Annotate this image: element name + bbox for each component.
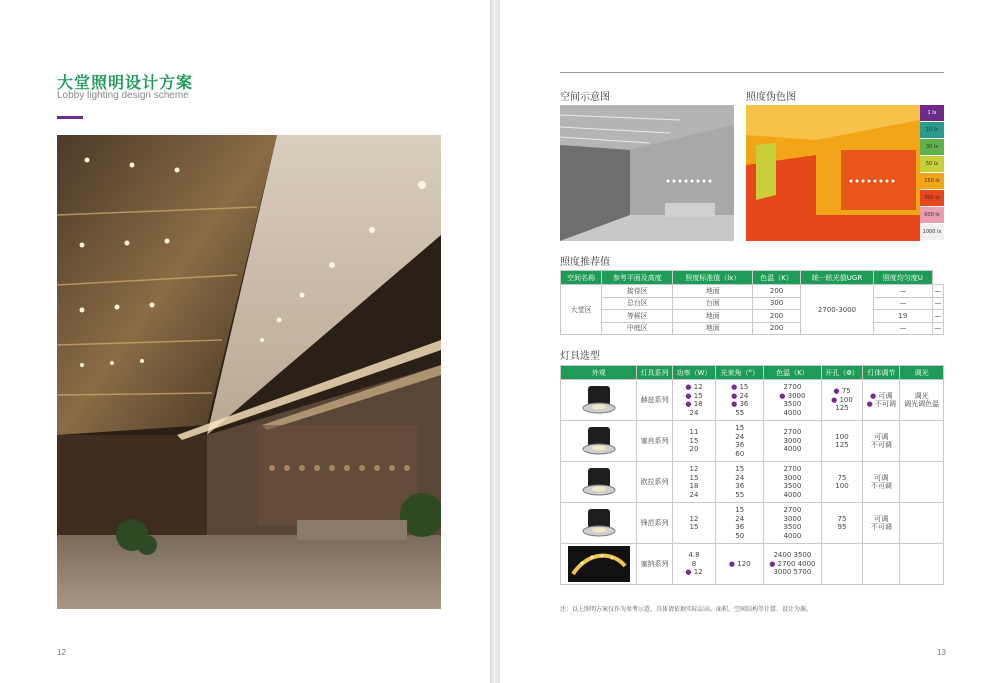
fix-header-cell: 灯具系列 [637, 366, 672, 380]
fixture-cct-cell-value: 4000 [783, 490, 802, 499]
fixture-cct-cell-line [764, 551, 820, 560]
fixture-cct-cell-line [764, 474, 820, 483]
fixture-beam-cell [716, 503, 764, 544]
fixture-cct-cell [764, 421, 821, 462]
fixture-cct-cell-line [764, 437, 820, 446]
fixture-dim-cell-value: 调光 [914, 391, 929, 400]
fixture-beam-cell-value: 24 [735, 514, 745, 523]
fixture-cct-cell-line [764, 428, 820, 437]
fixture-series-cell: 塞纳系列 [637, 544, 672, 585]
fixture-cct-cell-value: 3500 [783, 482, 802, 490]
fixture-hole-cell [821, 421, 863, 462]
fixture-cct-cell-value: 3500 [783, 400, 802, 408]
fixture-cct-cell-line [764, 482, 820, 491]
fixtures-table [560, 365, 944, 585]
fixture-power-cell-value: 12 [689, 465, 699, 473]
fixture-cct-cell-line [764, 409, 820, 418]
fixture-cct-cell-value: 2400 3500 [773, 551, 812, 560]
fixture-adjust-cell-value: 不可调 [870, 523, 892, 531]
option-dot-icon: ● [728, 559, 738, 568]
fixture-power-cell-line [673, 392, 716, 401]
fixture-beam-cell-line [716, 491, 763, 500]
fixture-power-cell-line [673, 560, 716, 569]
rec-lux-cell: 200 [753, 285, 801, 298]
downlight-thumbnail [568, 382, 630, 418]
downlight-thumbnail [568, 423, 630, 459]
fixture-power-cell [672, 503, 716, 544]
rec-header-cell: 统一眩光值UGR [800, 271, 873, 285]
legend-swatch: 300 lx [920, 190, 944, 206]
fixture-power-cell-value: 15 [689, 473, 699, 482]
fixture-beam-cell-value: 15 [739, 383, 749, 391]
rec-lux-cell: 300 [753, 297, 801, 310]
fixture-power-cell-value: 15 [689, 436, 699, 445]
fixture-cct-cell-value: 4000 [783, 408, 802, 417]
legend-swatch: 150 lx [920, 173, 944, 189]
fixture-adjust-cell-value: 可调 [874, 473, 889, 482]
fixture-power-cell-value: 12 [693, 568, 703, 577]
fixture-cct-cell-value: 3000 [783, 436, 802, 445]
option-dot-icon: ● [685, 391, 694, 400]
fixture-beam-cell-value: 50 [735, 531, 745, 540]
table-row [561, 544, 944, 585]
page-title: 大堂照明设计方案 [57, 73, 194, 92]
fixture-adjust-cell-line [863, 392, 899, 401]
fixture-cct-cell-line [764, 523, 820, 532]
rec-u-cell: — [932, 297, 943, 310]
fix-header-cell: 外观 [561, 366, 637, 380]
fixture-power-cell-value: 8 [691, 559, 697, 568]
table-row [561, 310, 944, 323]
option-dot-icon: ● [685, 400, 694, 408]
fixture-beam-cell-value: 55 [735, 490, 745, 499]
fix-header-cell: 色温（K） [764, 366, 821, 380]
fixture-dim-cell [900, 503, 944, 544]
fixture-beam-cell-line [716, 441, 763, 450]
fixture-power-cell-line [673, 437, 716, 446]
fixture-image-cell [561, 462, 637, 503]
fixture-hole-cell-value: 75 [837, 473, 847, 482]
fixture-power-cell-value: 4.8 [688, 551, 700, 560]
fixture-beam-cell-value: 60 [735, 449, 745, 458]
fixture-cct-cell [764, 380, 821, 421]
fixture-cct-cell-line [764, 532, 820, 541]
option-dot-icon: ● [833, 387, 842, 396]
fixture-hole-cell-line [822, 474, 863, 483]
fixture-adjust-cell-line [863, 400, 899, 409]
downlight-thumbnail [568, 464, 630, 500]
rec-ugr-cell: — [874, 297, 933, 310]
fixture-beam-cell-line [716, 532, 763, 541]
fixture-hole-cell-value: 100 [835, 482, 849, 490]
fixture-beam-cell-value: 36 [735, 441, 745, 449]
fixture-cct-cell [764, 544, 821, 585]
fixture-cct-cell-line [764, 560, 820, 569]
fixture-cct-cell [764, 503, 821, 544]
option-dot-icon: ● [779, 391, 788, 400]
fixture-hole-cell [821, 462, 863, 503]
rec-header-cell: 参考平面及高度 [602, 271, 673, 285]
option-dot-icon: ● [870, 391, 879, 400]
table-row [561, 297, 944, 310]
fixture-power-cell [672, 380, 716, 421]
footnote: 注：以上照明方案仅作为参考示意，具体请依据实际层高、面积、空间结构等计算、设计为准。 [560, 606, 813, 613]
fixture-cct-cell-value: 2700 [783, 465, 802, 473]
fixture-dim-cell [900, 462, 944, 503]
legend-swatch: 30 lx [920, 139, 944, 155]
rec-header-cell: 照度标准值（lx） [673, 271, 753, 285]
fixture-power-cell-line [673, 400, 716, 409]
fixture-power-cell [672, 462, 716, 503]
fixture-power-cell-value: 15 [689, 523, 699, 531]
fixture-series-cell: 欧拉系列 [637, 462, 672, 503]
fixture-power-cell-value: 11 [689, 428, 699, 437]
fixture-power-cell-line [673, 383, 716, 392]
fixture-cct-cell-value: 3000 [783, 514, 802, 523]
option-dot-icon: ● [831, 395, 840, 404]
fixture-dim-cell-value: 调光调色温 [904, 400, 940, 408]
section-pseudo-title: 照度伪色图 [746, 92, 796, 103]
fixture-beam-cell [716, 544, 764, 585]
fixture-cct-cell-line [764, 383, 820, 392]
fixture-power-cell-line [673, 515, 716, 524]
fixture-beam-cell-line [716, 465, 763, 474]
fixture-beam-cell-line [716, 482, 763, 491]
fixture-power-cell-value: 12 [689, 514, 699, 523]
rec-header-cell: 色温（K） [753, 271, 801, 285]
fixture-dim-cell-line [900, 392, 943, 401]
fixture-cct-cell-value: 2700 [783, 383, 802, 391]
fixture-power-cell-line [673, 428, 716, 437]
rec-u-cell: — [932, 310, 943, 323]
fixture-power-cell-value: 18 [689, 482, 699, 490]
pseudo-color-image [746, 105, 920, 241]
fixture-cct-cell-line [764, 491, 820, 500]
fixture-beam-cell-value: 36 [739, 400, 749, 408]
table-row [561, 421, 944, 462]
fixture-power-cell-line [673, 474, 716, 483]
fixture-beam-cell-line [716, 450, 763, 459]
fixture-hole-cell-line [822, 482, 863, 491]
fixture-image-cell [561, 421, 637, 462]
fixture-cct-cell-line [764, 400, 820, 409]
fixture-dim-cell [900, 544, 944, 585]
option-dot-icon: ● [685, 568, 694, 577]
fixture-cct-cell-line [764, 465, 820, 474]
legend-swatch: 10 lx [920, 122, 944, 138]
rec-ugr-cell: 19 [874, 310, 933, 323]
rec-plane-cell: 台面 [673, 297, 753, 310]
fixture-adjust-cell [863, 462, 900, 503]
fix-header-cell: 灯体调节 [863, 366, 900, 380]
fixture-power-cell-line [673, 523, 716, 532]
rec-ugr-cell: — [874, 285, 933, 298]
fixture-series-cell: 锋范系列 [637, 503, 672, 544]
fixture-beam-cell-line [716, 433, 763, 442]
fixture-adjust-cell-value: 不可调 [870, 441, 892, 449]
fixture-hole-cell [821, 380, 863, 421]
fixture-power-cell-line [673, 482, 716, 491]
fixture-hole-cell-value: 125 [835, 404, 849, 413]
fixture-hole-cell [821, 503, 863, 544]
fixture-power-cell [672, 421, 716, 462]
fix-header-cell: 光束角（°） [716, 366, 764, 380]
rec-name-cell: 总台区 [602, 297, 673, 310]
rec-area-cell: 大堂区 [561, 285, 602, 335]
page-subtitle: Lobby lighting design scheme [57, 90, 189, 101]
option-dot-icon: ● [731, 391, 740, 400]
fixture-beam-cell-value: 24 [735, 473, 745, 482]
legend-swatch: 1000 lx [920, 224, 944, 240]
fixture-beam-cell-value: 15 [735, 465, 745, 473]
fixture-cct-cell-line [764, 445, 820, 454]
recommend-table [560, 270, 944, 335]
legend-swatch: 1 lx [920, 105, 944, 121]
legend-swatch: 600 lx [920, 207, 944, 223]
fixture-dim-cell [900, 380, 944, 421]
fixture-hole-cell-line [822, 523, 863, 532]
fixture-beam-cell-value: 36 [735, 523, 745, 531]
fixture-cct-cell-value: 3000 [783, 473, 802, 482]
lobby-photo [57, 135, 441, 609]
fixture-series-cell: 赫兹系列 [637, 380, 672, 421]
fixture-power-cell-line [673, 409, 716, 418]
page-number-right: 13 [937, 648, 946, 657]
fixture-adjust-cell-line [863, 515, 899, 524]
fixture-beam-cell-line [716, 383, 763, 392]
section-fixtures-title: 灯具选型 [560, 351, 600, 362]
fixture-cct-cell-value: 2700 [783, 428, 802, 437]
fixture-beam-cell-line [716, 424, 763, 433]
rec-name-cell: 中庭区 [602, 322, 673, 335]
fixture-hole-cell-value: 100 [835, 432, 849, 441]
fixture-adjust-cell [863, 421, 900, 462]
fixture-power-cell-value: 18 [693, 400, 703, 408]
rec-plane-cell: 地面 [673, 310, 753, 323]
fixture-hole-cell-value: 100 [839, 395, 853, 404]
section-recommend-title: 照度推荐值 [560, 257, 610, 268]
fixture-dim-cell [900, 421, 944, 462]
fixture-image-cell [561, 503, 637, 544]
fixture-beam-cell [716, 380, 764, 421]
rec-plane-cell: 地面 [673, 322, 753, 335]
fixture-adjust-cell [863, 544, 900, 585]
rec-cct-cell: 2700-3000 [800, 285, 873, 335]
fixture-adjust-cell [863, 380, 900, 421]
title-accent-bar [57, 116, 83, 119]
rec-lux-cell: 200 [753, 322, 801, 335]
table-row [561, 380, 944, 421]
rec-u-cell: — [932, 322, 943, 335]
book-spine [490, 0, 500, 683]
fix-header-cell: 开孔（Φ） [821, 366, 863, 380]
fixture-beam-cell-line [716, 515, 763, 524]
fixture-cct-cell-value: 3000 [787, 391, 806, 400]
fixture-cct-cell-line [764, 568, 820, 577]
option-dot-icon: ● [685, 383, 694, 391]
fixture-power-cell-line [673, 445, 716, 454]
fixture-hole-cell-value: 75 [837, 514, 847, 523]
fixture-beam-cell-value: 55 [735, 408, 745, 417]
fix-header-cell: 调光 [900, 366, 944, 380]
fixture-power-cell-line [673, 568, 716, 577]
fixture-beam-cell-line [716, 392, 763, 401]
fixture-adjust-cell-line [863, 433, 899, 442]
rec-header-cell: 照度均匀度U [874, 271, 933, 285]
fixture-beam-cell-line [716, 474, 763, 483]
fixture-beam-cell-value: 120 [737, 559, 751, 568]
fixture-image-cell [561, 380, 637, 421]
fixture-power-cell-line [673, 491, 716, 500]
fixture-power-cell-value: 20 [689, 445, 699, 454]
fixture-beam-cell-value: 15 [735, 506, 745, 514]
option-dot-icon: ● [731, 383, 740, 391]
fixture-hole-cell-value: 75 [841, 387, 851, 396]
fixture-cct-cell-line [764, 392, 820, 401]
table-row [561, 503, 944, 544]
fixture-power-cell-value: 24 [689, 408, 699, 417]
fixture-adjust-cell-value: 不可调 [875, 400, 896, 408]
fixture-beam-cell-line [716, 506, 763, 515]
strip-light-thumbnail [568, 546, 630, 582]
fixture-adjust-cell-value: 不可调 [870, 482, 892, 490]
fixture-beam-cell-value: 24 [739, 391, 749, 400]
header-rule [560, 72, 944, 73]
fixture-cct-cell-line [764, 515, 820, 524]
fixture-cct-cell-value: 2700 [783, 506, 802, 514]
fixture-adjust-cell-value: 可调 [878, 391, 893, 400]
fixture-hole-cell-value: 125 [835, 441, 849, 449]
rec-name-cell: 等候区 [602, 310, 673, 323]
fixture-hole-cell-line [822, 515, 863, 524]
fix-header-cell: 功率（W） [672, 366, 716, 380]
rec-header-cell: 空间名称 [561, 271, 602, 285]
table-row [561, 322, 944, 335]
rec-plane-cell: 地面 [673, 285, 753, 298]
fixture-cct-cell-value: 4000 [783, 531, 802, 540]
downlight-thumbnail [568, 505, 630, 541]
rec-lux-cell: 200 [753, 310, 801, 323]
fixture-adjust-cell [863, 503, 900, 544]
fixture-cct-cell-value: 4000 [783, 445, 802, 454]
fixture-beam-cell-line [716, 409, 763, 418]
option-dot-icon: ● [769, 559, 778, 568]
fixture-hole-cell-line [822, 404, 863, 413]
fixture-cct-cell-value: 3000 5700 [773, 568, 812, 577]
fixture-power-cell-value: 12 [693, 383, 703, 391]
fixture-cct-cell-line [764, 506, 820, 515]
fixture-hole-cell [821, 544, 863, 585]
rec-name-cell: 接待区 [602, 285, 673, 298]
fixture-adjust-cell-line [863, 441, 899, 450]
fixture-adjust-cell-line [863, 482, 899, 491]
rec-u-cell: — [932, 285, 943, 298]
option-dot-icon: ● [731, 400, 740, 408]
table-row [561, 462, 944, 503]
space-render-image [560, 105, 734, 241]
fixture-dim-cell-line [900, 400, 943, 409]
fixture-beam-cell [716, 421, 764, 462]
fixture-power-cell-value: 24 [689, 490, 699, 499]
fixture-beam-cell [716, 462, 764, 503]
fixture-adjust-cell-line [863, 523, 899, 532]
rec-ugr-cell: — [874, 322, 933, 335]
option-dot-icon: ● [866, 400, 875, 408]
fixture-adjust-cell-line [863, 474, 899, 483]
fixture-hole-cell-line [822, 396, 863, 405]
fixture-image-cell [561, 544, 637, 585]
fixture-beam-cell-line [716, 523, 763, 532]
section-space-title: 空间示意图 [560, 92, 610, 103]
fixture-power-cell-line [673, 465, 716, 474]
fixture-hole-cell-line [822, 441, 863, 450]
fixture-series-cell: 塞肖系列 [637, 421, 672, 462]
fixture-hole-cell-value: 95 [837, 523, 847, 531]
fixture-beam-cell-value: 36 [735, 482, 745, 490]
fixture-cct-cell-value: 3500 [783, 523, 802, 531]
legend-swatch: 50 lx [920, 156, 944, 172]
fixture-cct-cell [764, 462, 821, 503]
table-row [561, 285, 944, 298]
fixture-beam-cell-value: 24 [735, 432, 745, 441]
page-number-left: 12 [57, 648, 66, 657]
fixture-beam-cell-line [716, 560, 763, 569]
fixture-power-cell [672, 544, 716, 585]
fixture-adjust-cell-value: 可调 [874, 432, 889, 441]
fixture-power-cell-line [673, 551, 716, 560]
fixture-adjust-cell-value: 可调 [874, 514, 889, 523]
fixture-power-cell-value: 15 [693, 391, 703, 400]
fixture-beam-cell-line [716, 400, 763, 409]
fixture-hole-cell-line [822, 433, 863, 442]
fixture-hole-cell-line [822, 387, 863, 396]
fixture-beam-cell-value: 15 [735, 424, 745, 432]
fixture-cct-cell-value: 2700 4000 [777, 559, 816, 568]
